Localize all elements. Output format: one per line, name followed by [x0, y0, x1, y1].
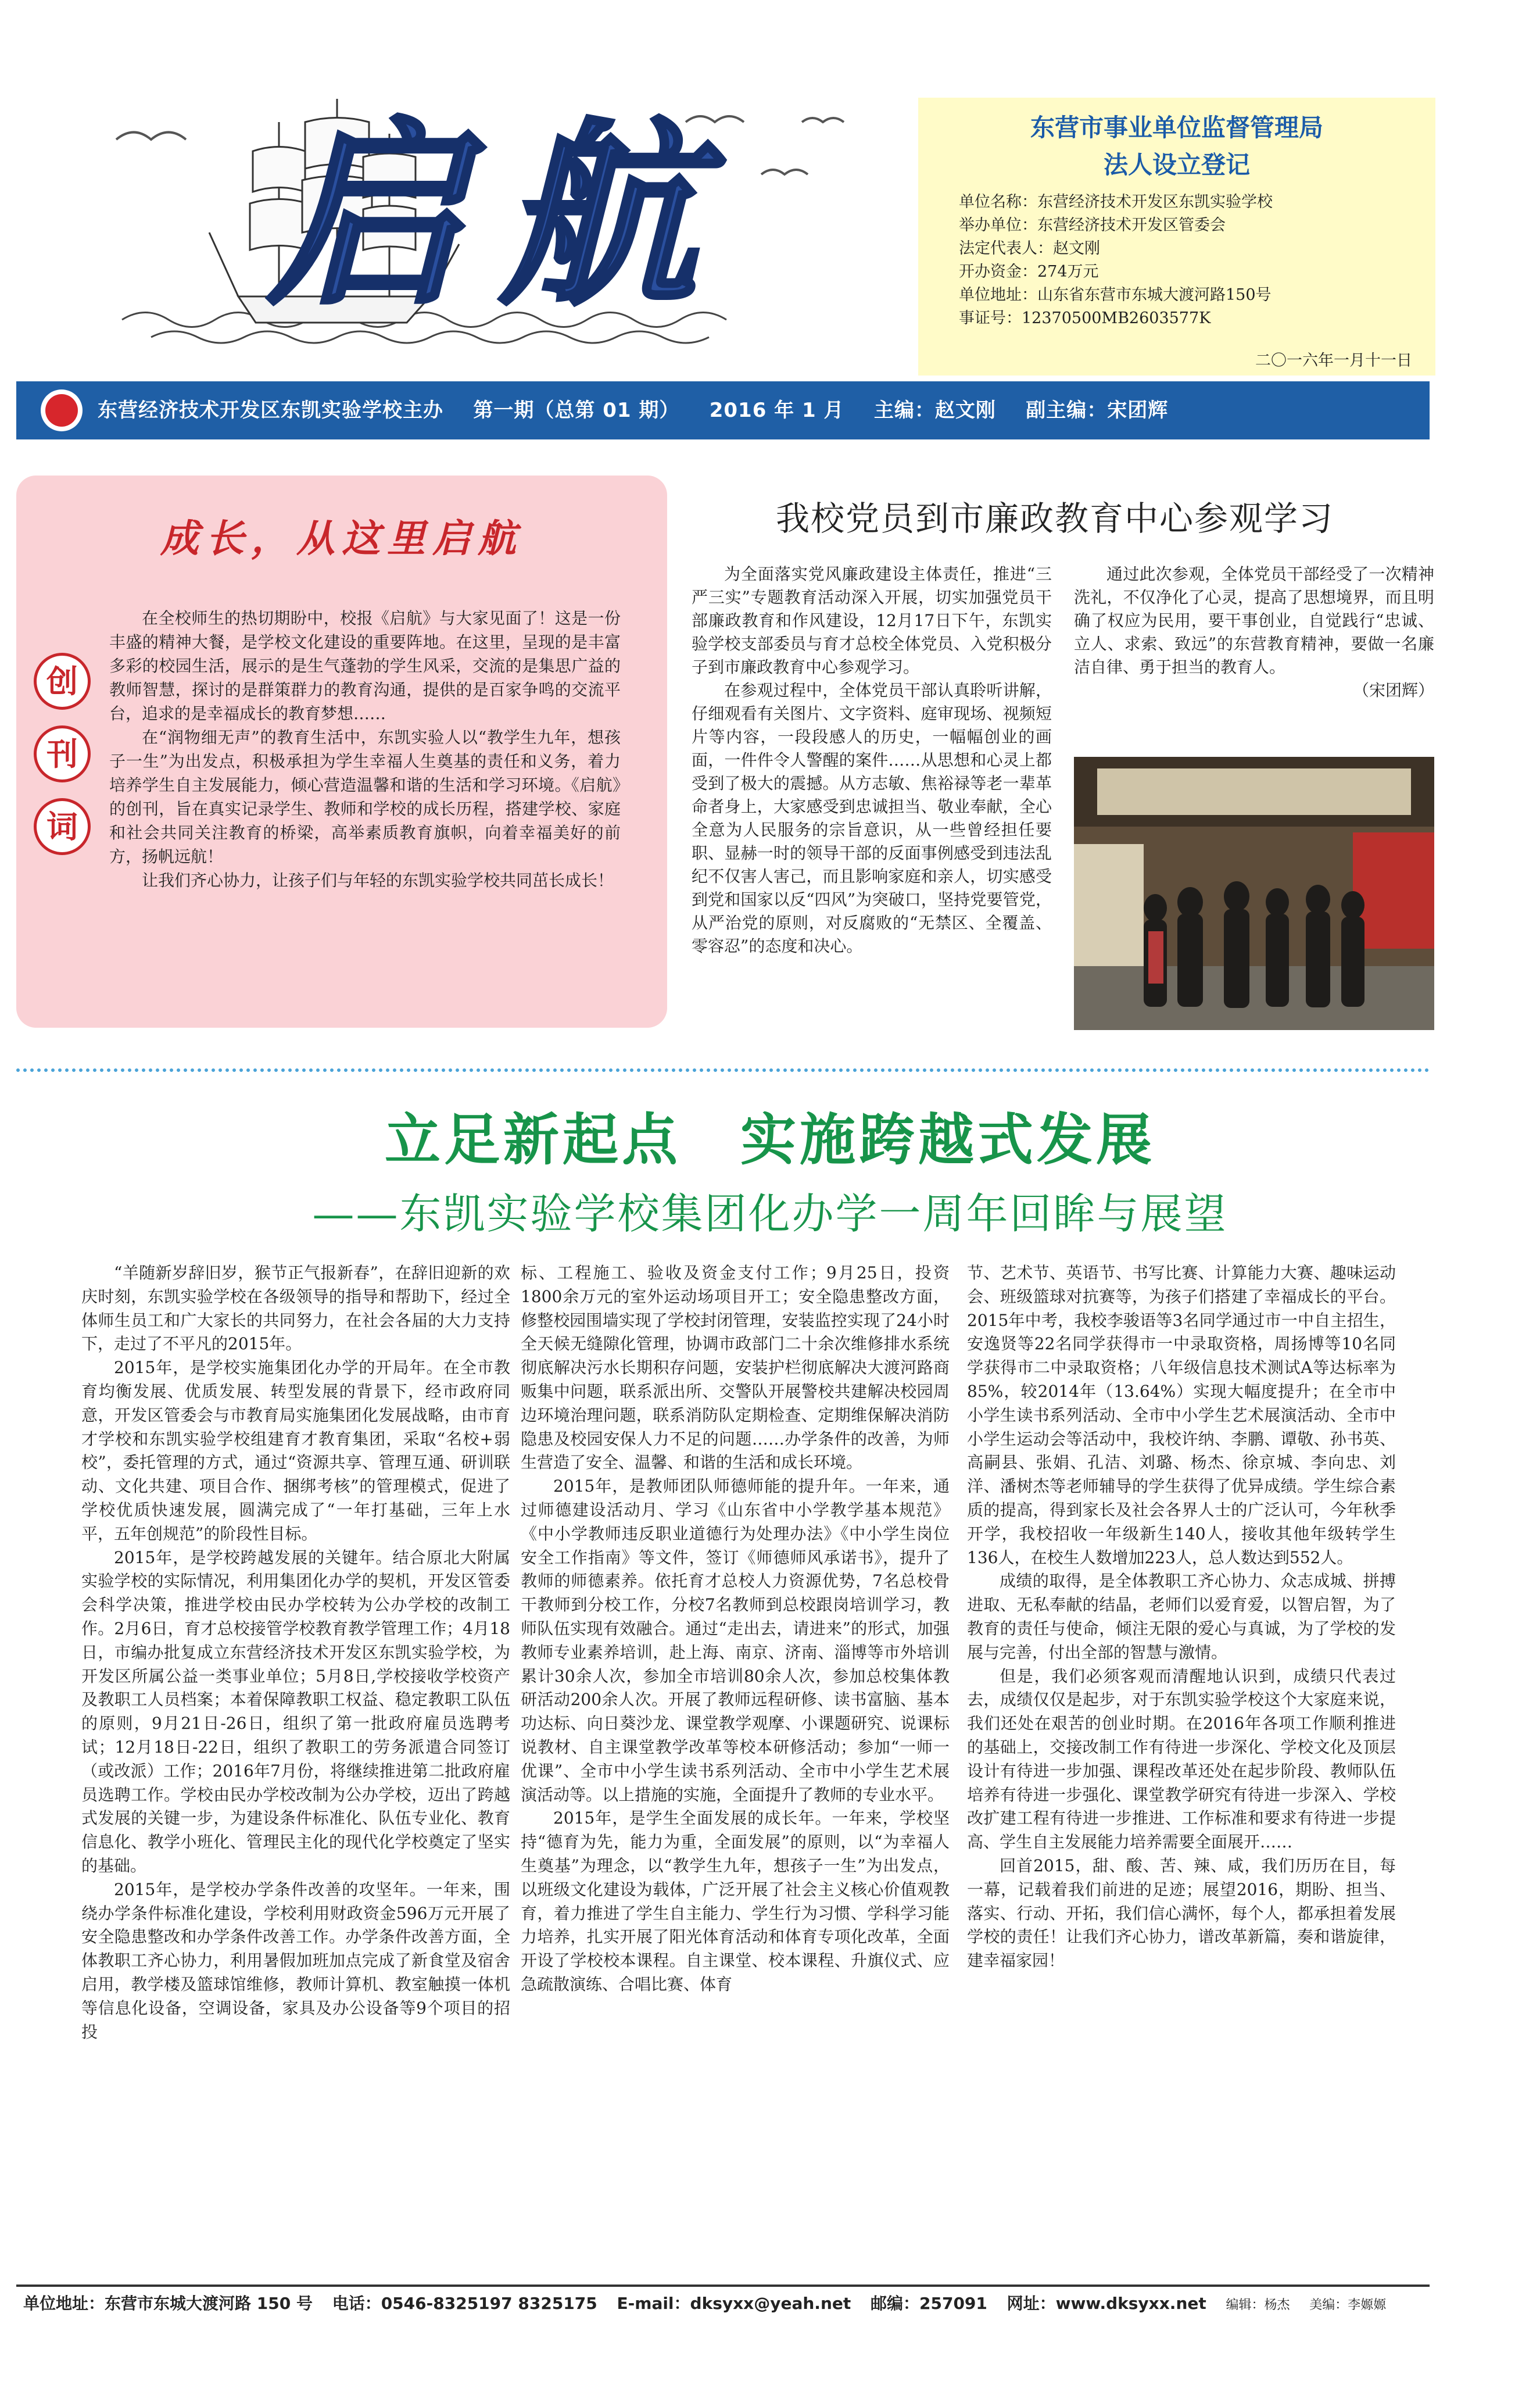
registration-title [918, 109, 1435, 184]
editorial-stamp: 词 [34, 798, 91, 855]
banner-text [98, 381, 1168, 439]
main-article-paragraph: 2015年，是学校办学条件改善的攻坚年。一年来，围绕办学条件标准化建设，学校利用财政资金596万元开展了安全隐患整改和办学条件改善工作。办学条件改善方面，全体教职工齐心协力，利用暑假加班加点完成了新食堂及宿舍启用，教学楼及篮球馆维修，教师计算机、教室触摸一体机等信息化设备，空调设备，家具及办公设备等9个项目的招投 [81, 1879, 510, 2042]
editorial-paragraph: 在“润物细无声”的教育生活中，东凯实验人以“教学生九年，想孩子一生”为出发点，积极承担为学生幸福人生奠基的责任和义务，着力培养学生自主发展能力，倾心营造温馨和谐的生活和学习环境。《启航》的创刊，旨在真实记录学生、教师和学校的成长历程，搭建学校、家庭和社会共同关注教育的桥梁，高举素质教育旗帜，向着幸福美好的前方，扬帆远航！ [109, 728, 621, 866]
banner-organizer: 东营经济技术开发区东凯实验学校主办 [98, 399, 443, 422]
main-article-paragraph: 回首2015，甜、酸、苦、辣、咸，我们历历在目，每一幕，记载着我们前进的足迹；展望2016，期盼、担当、落实、行动、开拓，我们信心满怀，每个人，都承担着发展学校的责任！让我们齐心协力，谱改革新篇，奏和谐旋律，建幸福家园！ [967, 1856, 1396, 1971]
main-article-paragraph: 2015年，是学生全面发展的成长年。一年来，学校坚持“德育为先，能力为重，全面发展”的原则，以“为幸福人生奠基”为理念，以“教学生九年，想孩子一生”为出发点，以班级文化建设为载体，广泛开展了社会主义核心价值观教育，着力推进了学生自主能力、学生行为习惯、学科学习能力培养，扎实开展了阳光体育活动和体育专项化改革，全面开设了学校校本课程。自主课堂、校本课程、升旗仪式、应急疏散演练、合唱比赛、体育 [521, 1808, 950, 1994]
main-article-paragraph: 节、艺术节、英语节、书写比赛、计算能力大赛、趣味运动会、班级篮球对抗赛等，为孩子们搭建了幸福成长的平台。2015年中考，我校李骏语等3名同学通过市一中自主招生，安逸贤等22名同学获得市一中录取资格，周扬博等10名同学获得市二中录取资格；八年级信息技术测试A等达标率为85%，较2014年（13.64%）实现大幅度提升；在全市中小学生读书系列活动、全市中小学生艺术展演活动、全市中小学生运动会等活动中，我校许纳、李鹏、谭敬、孙书英、高嗣县、张娟、孔洁、刘璐、杨杰、徐京城、李向忠、刘洋、潘树杰等老师辅导的学生获得了优异成绩。学生综合素质的提高，得到家长及社会各界人士的广泛认可，今年秋季开学，我校招收一年级新生140人，接收其他年级转学生136人，在校生人数增加223人，总人数达到552人。 [967, 1263, 1396, 1567]
registration-field: 开办资金：274万元 [959, 263, 1099, 281]
editorial-stamp: 创 [34, 653, 91, 710]
main-article-paragraph: 2015年，是教师团队师德师能的提升年。一年来，通过师德建设活动月、学习《山东省中小学教学基本规范》《中小学教师违反职业道德行为处理办法》《中小学生岗位安全工作指南》等文件，签订《师德师风承诺书》，提升了教师的师德素养。依托育才总校人力资源优势，7名总校骨干教师到分校工作，分校7名教师到总校跟岗培训学习，教师队伍实现有效融合。通过“走出去，请进来”的形式，加强教师专业素养培训，赴上海、南京、济南、淄博等市外培训累计30余人次，参加全市培训80余人次，参加总校集体教研活动200余人次。开展了教师远程研修、读书富脑、基本功达标、向日葵沙龙、课堂教学观摩、小课题研究、说课标说教材、自主课堂教学改革等校本研修活动；参加“一师一优课”、全市中小学生读书系列活动、全市中小学生艺术展演活动等。以上措施的实施，全面提升了教师的专业水平。 [521, 1476, 950, 1804]
visit-photo [1074, 757, 1434, 1030]
banner-deputy-editor: 副主编：宋团辉 [1026, 399, 1169, 422]
footer [23, 2291, 1430, 2318]
banner-issue: 第一期（总第 01 期） [473, 399, 680, 422]
registration-field: 单位名称：东营经济技术开发区东凯实验学校 [959, 193, 1273, 211]
party-article-column [1074, 563, 1434, 702]
school-logo-icon [41, 389, 83, 431]
main-article-paragraph: 标、工程施工、验收及资金支付工作；9月25日，投资1800余万元的室外运动场项目开工；安全隐患整改方面，修整校园围墙实现了学校封闭管理，安装监控实现了24小时全天候无缝隙化管理，协调市政部门二十余次维修排水系统彻底解决污水长期积存问题，安装护栏彻底解决大渡河路商贩集中问题，联系派出所、交警队开展警校共建解决校园周边环境治理问题，联系消防队定期检查、定期维保解决消防隐患及校园安保人力不足的问题……办学条件的改善，为师生营造了安全、温馨、和谐的生活和成长环境。 [521, 1263, 950, 1472]
party-article-author: （宋团辉） [1352, 681, 1434, 700]
registration-field: 法定代表人：赵文刚 [959, 239, 1100, 258]
banner-date: 2016 年 1 月 [709, 399, 844, 422]
party-article-paragraph: 在参观过程中，全体党员干部认真聆听讲解，仔细观看有关图片、文字资料、庭审现场、视频短片等内容，一段段感人的历史，一幅幅创业的画面，一件件令人警醒的案件……从思想和心灵上都受到了极大的震撼。从方志敏、焦裕禄等老一辈革命者身上，大家感受到忠诚担当、敬业奉献，全心全意为人民服务的宗旨意识，从一些曾经担任要职、显赫一时的领导干部的反面事例感受到违法乱纪不仅害人害己，而且影响家庭和亲人，切实感受到党和国家以反“四风”为突破口，坚持党要管党，从严治党的原则，对反腐败的“无禁区、全覆盖、零容忍”的态度和决心。 [692, 681, 1052, 956]
main-article-paragraph: 2015年，是学校跨越发展的关键年。结合原北大附属实验学校的实际情况，利用集团化办学的契机，开发区管委会科学决策，推进学校由民办学校转为公办学校的改制工作。2月6日，育才总校接管学校教育教学管理工作；4月18日，市编办批复成立东营经济技术开发区东凯实验学校，为开发区所属公益一类事业单位；5月8日,学校接收学校资产及教职工人员档案；本着保障教职工权益、稳定教职工队伍的原则，9月21日-26日，组织了第一批政府雇员选聘考试；12月18日-22日，组织了教职工的劳务派遣合同签订（或改派）工作；2016年7月份，将继续推进第二批政府雇员选聘工作。学校由民办学校改制为公办学校，迈出了跨越式发展的关键一步，为建设条件标准化、队伍专业化、教育信息化、教学小班化、管理民主化的现代化学校奠定了坚实的基础。 [81, 1547, 510, 1875]
party-article-column [692, 563, 1052, 958]
main-article-column [967, 1261, 1396, 1973]
footer-address: 单位地址：东营市东城大渡河路 150 号 [23, 2294, 313, 2313]
footer-email: E-mail：dksyxx@yeah.net [617, 2294, 851, 2313]
registration-fields [959, 191, 1424, 330]
masthead-title: 启航 [267, 100, 732, 332]
footer-editor: 编辑：杨杰 [1226, 2298, 1290, 2312]
footer-designer: 美编：李嫄嫄 [1309, 2298, 1387, 2312]
party-article-paragraph: 通过此次参观，全体党员干部经受了一次精神洗礼，不仅净化了心灵，提高了思想境界，而且明确了权应为民用，要干事创业，自觉践行“忠诚、立人、求索、致远”的东营教育精神，要做一名廉洁自律、勇于担当的教育人。 [1074, 564, 1434, 677]
registration-field: 单位地址：山东省东营市东城大渡河路150号 [959, 286, 1272, 304]
editorial-paragraph: 在全校师生的热切期盼中，校报《启航》与大家见面了！这是一份丰盛的精神大餐，是学校文化建设的重要阵地。在这里，呈现的是丰富多彩的校园生活，展示的是生气蓬勃的学生风采，交流的是集思广益的教师智慧，探讨的是群策群力的教育沟通，提供的是百家争鸣的交流平台，追求的是幸福成长的教育梦想…… [109, 609, 621, 723]
editorial-headline: 成长，从这里启航 [160, 516, 523, 561]
footer-postcode: 邮编：257091 [871, 2294, 987, 2313]
registration-title-line1: 东营市事业单位监督管理局 [1030, 113, 1323, 142]
party-article-paragraph: 为全面落实党风廉政建设主体责任，推进“三严三实”专题教育活动深入开展，切实加强党员干部廉政教育和作风建设，12月17日下午，东凯实验学校支部委员与育才总校全体党员、入党积极分子到市廉政教育中心参观学习。 [692, 564, 1052, 677]
registration-field: 事证号：12370500MB2603577K [959, 309, 1211, 327]
main-article-subtitle: ——东凯实验学校集团化办学一周年回眸与展望 [312, 1189, 1228, 1238]
masthead-artwork [105, 87, 895, 360]
footer-phone: 电话：0546-8325197 8325175 [332, 2294, 597, 2313]
party-article-title: 我校党员到市廉政教育中心参观学习 [775, 499, 1334, 538]
registration-field: 举办单位：东营经济技术开发区管委会 [959, 216, 1226, 234]
registration-notice [918, 98, 1435, 376]
main-article-column [81, 1261, 510, 2044]
registration-title-line2: 法人设立登记 [1103, 151, 1250, 179]
editorial-stamp: 刊 [34, 725, 91, 782]
editorial-paragraph: 让我们齐心协力，让孩子们与年轻的东凯实验学校共同茁长成长！ [142, 871, 614, 890]
registration-date: 二〇一六年一月十一日 [1255, 352, 1412, 370]
section-divider [16, 1068, 1430, 1072]
main-article-paragraph: 但是，我们必须客观而清醒地认识到，成绩只代表过去，成绩仅仅是起步，对于东凯实验学校这个大家庭来说，我们还处在艰苦的创业时期。在2016年各项工作顺利推进的基础上，交接改制工作有待进一步深化、学校文化及顶层设计有待进一步加强、课程改革还处在起步阶段、教师队伍培养有待进一步强化、课堂教学研究有待进一步深入、学校改扩建工程有待进一步推进、工作标准和要求有待进一步提高、学生自主发展能力培养需要全面展开…… [967, 1666, 1396, 1852]
school-logo-inner [45, 394, 78, 427]
editorial-body [109, 606, 621, 892]
footer-website: 网址：www.dksyxx.net [1007, 2294, 1206, 2313]
issue-banner [16, 381, 1430, 439]
main-article-paragraph: 成绩的取得，是全体教职工齐心协力、众志成城、拼搏进取、无私奉献的结晶，老师们以爱育爱，以智启智，为了教育的责任与使命，倾注无限的爱心与真诚，为了学校的发展与完善，付出全部的智慧与激情。 [967, 1571, 1396, 1662]
main-article-column [521, 1261, 950, 1997]
editorial-section [16, 476, 667, 1028]
main-article-title: 立足新起点 实施跨越式发展 [385, 1107, 1155, 1172]
banner-chief-editor: 主编：赵文刚 [873, 399, 996, 422]
main-article-paragraph: 2015年，是学校实施集团化办学的开局年。在全市教育均衡发展、优质发展、转型发展的背景下，经市政府同意，开发区管委会与市教育局实施集团化发展战略，由市育才学校和东凯实验学校组建育才教育集团，采取“名校+弱校”，委托管理的方式，通过“资源共享、管理互通、研训联动、文化共建、项目合作、捆绑考核”的管理模式，促进了学校优质快速发展，圆满完成了“一年打基础，三年上水平，五年创规范”的阶段性目标。 [81, 1358, 510, 1543]
footer-rule [16, 2285, 1430, 2287]
main-article-paragraph: “羊随新岁辞旧岁，猴节正气报新春”，在辞旧迎新的欢庆时刻，东凯实验学校在各级领导的指导和帮助下，经过全体师生员工和广大家长的共同努力，在社会各届的大力支持下，走过了不平凡的2015年。 [81, 1263, 510, 1354]
